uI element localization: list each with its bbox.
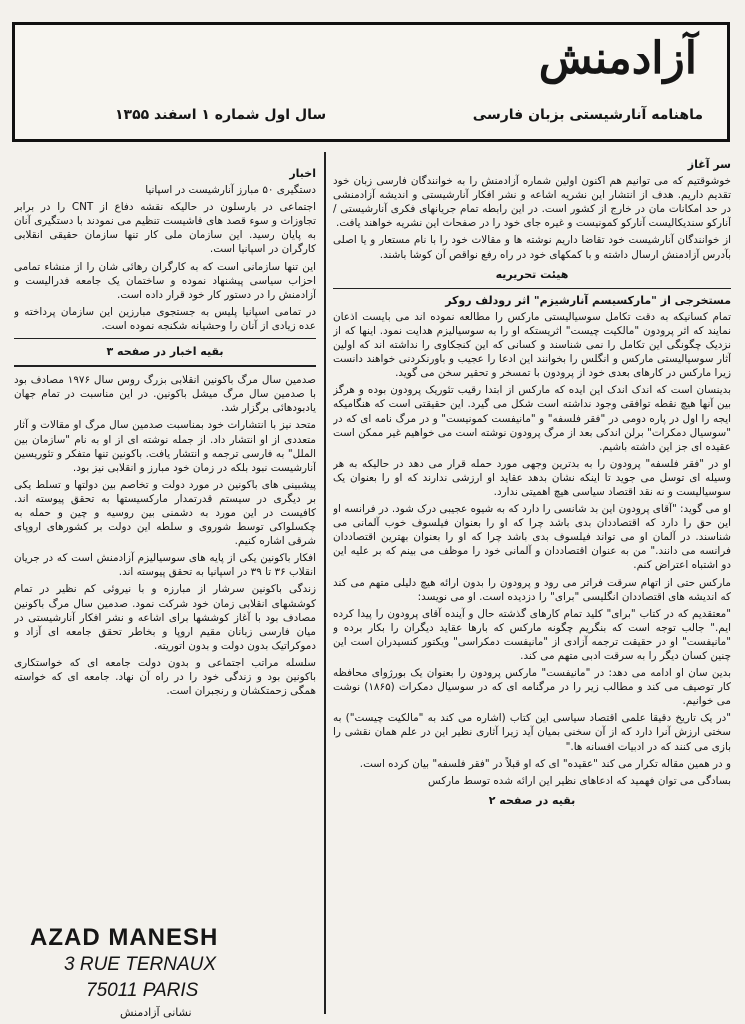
intro-heading: سر آغاز xyxy=(687,158,731,171)
bakunin-paragraph: پیشبینی های باکونین در مورد دولت و تخاصم بین دولتها و تسلط یکی بر دیگری در سیستم قدرتمدار مارکسیستها به تحقق پیوسته اند. کافیست در این مورد به دشمنی بین روسیه و چین و حمله به چکسلواکی توسط شوروی و سلطه این دولت بر کشورهای اروپای شرقی اشاره کنیم. xyxy=(14,478,316,548)
bakunin-paragraph: صدمین سال مرگ باکونین انقلابی بزرگ روس سال ۱۹۷۶ مصادف بود با صدمین سال مرگ میشل باکونین. در این مناسبت در تمام جهان یادبودهائی برگزار شد. xyxy=(14,374,316,415)
divider xyxy=(14,338,316,339)
news-heading: اخبار xyxy=(289,167,316,180)
right-column xyxy=(333,156,731,1014)
article-paragraph: تمام کسانیکه به دقت تکامل سوسیالیستی مارکس را مطالعه نموده اند می بایست اذعان نمایند که اثر پرودون "مالکیت چیست" اثریستکه او را به سوسیالیزم هدایت نمود. اینها که از نزدیک چگونگی این تکامل را نمی شناسند و کسانی که این کنجکاوی را نداشته اند که اولین آثار سوسیالیستی مارکس و انگلس را بخوانند این ادعا را عجیب و باورنکردنی خواهند دانست زیرا مارکس در کارهای بعدی خود از پرودون با تمسخر و تحقیر سخن می گوید. xyxy=(333,310,731,380)
bakunin-paragraph: زندگی باکونین سرشار از مبارزه و با نیروئی کم نظیر در تمام کوششهای انقلابی زمان خود شرکت نمود. صدمین سال مرگ باکونین مصادف بود با آغاز کوششها برای اشاعه و نشر افکار آنارشیستی در میان فارسی زبانان مقیم اروپا و بخاطر تحقق جامعه ای آزاد و دموکراتیک بدون دولت و بدون اتوریته. xyxy=(14,583,316,652)
article-paragraph: بدین سان او ادامه می دهد: در "مانیفست" مارکس پرودون را بعنوان یک بورژوای محافظه کار توصیف می کند و مطالب زیر را در مرگنامه ای که در سوسیال دمکرات (۱۸۶۵) نوشت می خوانیم. xyxy=(333,667,731,708)
intro-paragraph: از خوانندگان آنارشیست خود تقاضا داریم نوشته ها و مقالات خود را با نام مستعار و یا اصلی بآدرس آزادمنش ارسال داشته و با کمکهای خود در راه رفع نواقص آن کوشا باشند. xyxy=(333,234,731,261)
article-paragraph: بدینسان است که اندک اندک این ایده که مارکس از ابتدا رقیب تئوریک پرودون بوده و هرگز بین آنها هیچ نقطه توافقی وجود نداشته است شکل می گیرد. این حقیقتی است که هنگامیکه ایجه را اول در پاره دومی در "فقر فلسفه" و "مانیفست کمونیست" و در مرگ نامه ای که در "سوسیال دمکرات" برلن اندکی بعد از مرگ پرودون نوشته است می خواهیم غیر ممکن است عقیده ای جز این داشته باشیم. xyxy=(333,384,731,453)
article-paragraph: و در همین مقاله تکرار می کند "عقیده" ای که او قبلاً در "فقر فلسفه" بیان کرده است. xyxy=(359,757,731,770)
news-paragraph: اجتماعی در بارسلون در حالیکه نقشه دفاع از CNT را در برابر تجاوزات و سوء قصد های فاشیست تنظیم می نمودند با دستگیری آنان به پایان رسید. این سازمان ملی کار تنها سازمان حقیقی انقلابی کارگران در اسپانیا است. xyxy=(14,201,316,256)
divider xyxy=(333,288,731,289)
article-paragraph: "در یک تاریخ دقیقا علمی اقتصاد سیاسی این کتاب (اشاره می کند به "مالکیت چیست") به سختی ارزش آنرا دارد که از آن سخنی بمیان آید زیرا آثاری نظیر این در علم همان نقشی را بازی می کنند که در ادبیات افسانه ها." xyxy=(333,712,731,753)
publication-subtitle: ماهنامه آنارشیستی بزبان فارسی xyxy=(472,107,703,123)
article-paragraph: "معتقدیم که در کتاب "برای" کلید تمام کارهای گذشته حال و آینده آقای پرودون را پیدا کرده ایم." جالب توجه است که بنگریم چگونه مارکس که بارها عقاید دیگران را بکار برده و "مانیفست" او در حقیقت ترجمه آزادی از "مانیفست دمکراسی" ویکتور کنسیدران است این چنین کسان دیگر را به سرقت ادبی متهم می کند. xyxy=(333,607,731,662)
masthead xyxy=(12,22,730,142)
closing-paragraph: سلسله مراتب اجتماعی و بدون دولت جامعه ای که خواستکاری باکونین بود و زندگی خود را در راه آن نهاد. جامعه ای که خواسته همگی زحمتکشان و رنجبران است. xyxy=(14,656,316,698)
issue-info: سال اول شماره ۱ اسفند ۱۳۵۵ xyxy=(115,107,327,123)
editorial-signature: هیئت تحریریه xyxy=(495,267,569,281)
continued-note: بقیه در صفحه ۲ xyxy=(488,793,576,807)
left-column xyxy=(14,165,316,855)
news-paragraph: دستگیری ۵۰ مبارز آنارشیست در اسپانیا xyxy=(145,184,316,197)
address-city: 75011 PARIS xyxy=(86,980,199,1001)
address-name: AZAD MANESH xyxy=(30,924,219,951)
article-paragraph: بسادگی می توان فهمید که ادعاهای نظیر این ارائه شده توسط مارکس xyxy=(427,774,731,787)
mailing-address xyxy=(30,924,280,1004)
bakunin-paragraph: افکار باکونین یکی از پایه های سوسیالیزم آزادمنش است که در جریان انقلاب ۳۶ تا ۳۹ در اسپانیا به تحقق پیوسته اند. xyxy=(14,552,316,579)
news-continued-heading: بقیه اخبار در صفحه ۳ xyxy=(106,345,224,359)
article-heading: مستخرجی از "مارکسیسم آنارشیزم" اثر رودلف روکر xyxy=(445,293,731,307)
bakunin-paragraph: متحد نیز با انتشارات خود بمناسبت صدمین سال مرگ او مقالات و آثار متعددی از او انتشار داد. از جمله نوشته ای از او به نام "سازمان بین الملل" به فارسی ترجمه و انتشار یافت. باکونین تنها متفکر و تئوریسین آنارشیست نبود بلکه در زمان خود مبارز و انقلابی نیز بود. xyxy=(14,419,316,474)
article-paragraph: مارکس حتی از اتهام سرقت فراتر می رود و پرودون را بدون ارائه هیچ دلیلی متهم می کند که اندیشه های اقتصاددان انگلیسی "برای" را دزدیده است. او می نویسد: xyxy=(333,576,731,603)
news-paragraph: این تنها سازمانی است که به کارگران رهائی شان را از منشاء تمامی احزاب سیاسی پیشنهاد نموده و ساختمان یک جامعه فدرالیست و آزادمنش را در دستور کار خود قرار داده است. xyxy=(14,260,316,301)
publication-title: آزادمنش xyxy=(538,33,697,84)
column-divider xyxy=(324,152,326,1014)
intro-paragraph: خوشوقتیم که می توانیم هم اکنون اولین شماره آزادمنش را به خوانندگان فارسی زبان خود تقدیم داریم. هدف از انتشار این نشریه اشاعه و نشر افکار آنارشیستی و اندیشه آزادمنشی در حد امکانات مان در خارج از کشور است. در این رابطه تمام جریانهای فکری آنارشیستی / آنارکو سندیکالیست آنارکو کمونیست و غیره جای خود را در صفحات این نشریه خواهند یافت. xyxy=(333,175,731,230)
article-paragraph: او در "فقر فلسفه" پرودون را به بدترین وجهی مورد حمله قرار می دهد در حالیکه به هر وسیله ای توسل می جوید تا اینکه نشان بدهد عقاید او ارزشی ندارند که او را بعنوان یک سوسیالیست و نه نقد اقتصاد سیاسی هیچ اهمیتی ندارد. xyxy=(333,457,731,498)
address-note: نشانی آزادمنش xyxy=(120,1006,192,1019)
article-paragraph: او می گوید: "آقای پرودون این بد شانسی را دارد که به شیوه عجیبی درک شود. در فرانسه او این حق را دارد که اقتصاددان بدی باشد چرا که او را بعنوان فیلسوف خوب آلمانی می شناسند. در آلمان او می تواند فیلسوف بدی باشد چرا که او را بعنوان بهترین اقتصاددان فرانسه می دانند." من به عنوان اقتصاددان و آلمانی خود را موظف می بینم که بر علیه این دو اشتباه اعتراض کنم. xyxy=(333,503,731,572)
divider xyxy=(14,365,316,367)
news-paragraph: در تمامی اسپانیا پلیس به جستجوی مبارزین این سازمان پرداخته و عده زیادی از آنان را وحشیانه شکنجه نموده است. xyxy=(14,305,316,332)
address-street: 3 RUE TERNAUX xyxy=(64,954,217,975)
